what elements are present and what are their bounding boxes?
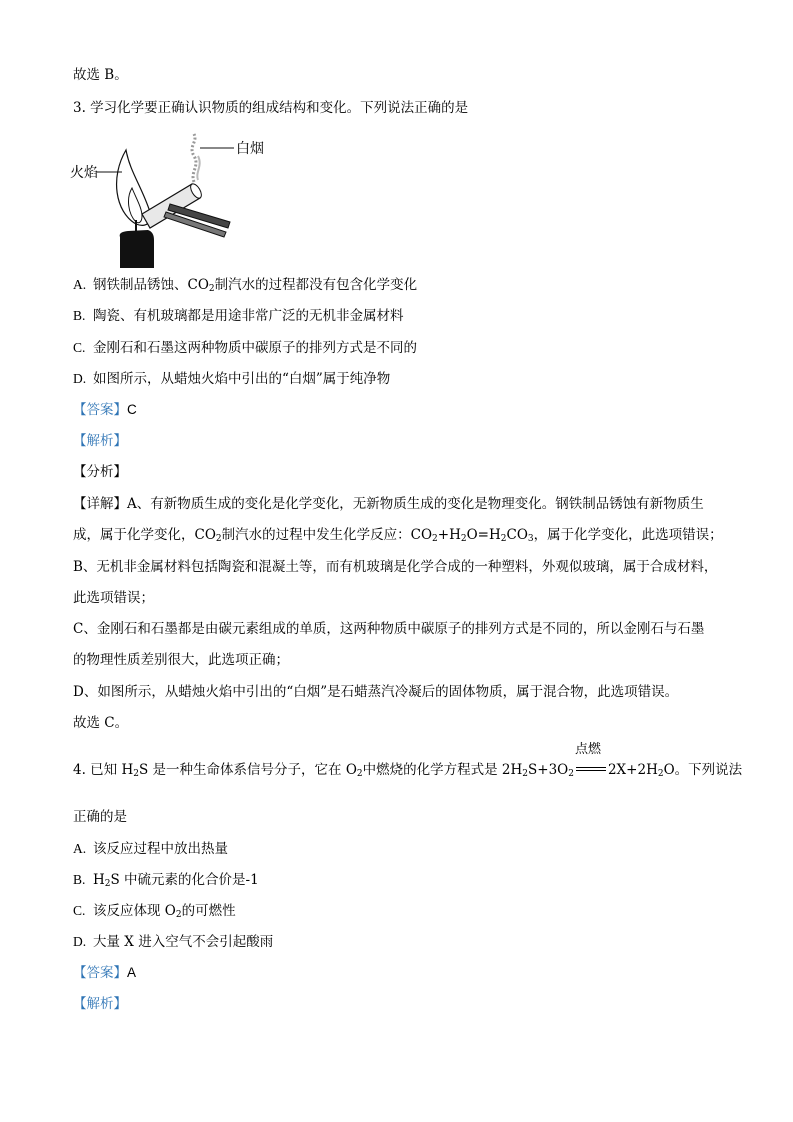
q3-conclusion: 故选 C。	[73, 715, 129, 731]
option-letter: A.	[73, 841, 87, 856]
label-flame: 火焰	[70, 165, 98, 181]
answer-tag: 【答案】	[73, 402, 127, 418]
option-letter: B.	[73, 872, 86, 887]
q4-stem-line2: 正确的是	[73, 809, 127, 825]
q4-option-a: A. 该反应过程中放出热量	[73, 841, 228, 857]
q3-detail-a-line2: 成，属于化学变化，$CO_2$制汽水的过程中发生化学反应：$CO_2+H_2O=H_2CO_3$，属于化学变化，此选项错误；	[73, 527, 723, 544]
q3-answer	[73, 401, 137, 419]
q3-detail-d: D、如图所示，从蜡烛火焰中引出的“白烟”是石蜡蒸汽冷凝后的固体物质，属于混合物，此选项错误。	[73, 684, 679, 700]
option-letter: C.	[73, 903, 86, 918]
q4-stem-line1: 4. 已知 $H_2S$ 是一种生命体系信号分子，它在 $O_2$中燃烧的化学方程式是 $2H_2S+3O_2$ 点燃 $2X+2H_2O$。下列说法	[73, 742, 743, 779]
q4-analysis-tag: 【解析】	[73, 996, 127, 1012]
option-letter: B.	[73, 308, 86, 323]
q4-option-d: D. 大量 X 进入空气不会引起酸雨	[73, 934, 274, 950]
white-smoke	[192, 134, 196, 182]
q3-option-a: A. 钢铁制品锈蚀、$CO_2$制汽水的过程都没有包含化学变化	[73, 277, 418, 294]
white-smoke-2	[197, 156, 199, 180]
label-smoke: 白烟	[236, 141, 264, 157]
reaction-condition-arrow	[574, 742, 608, 779]
answer-tag: 【答案】	[73, 965, 127, 981]
option-letter: A.	[73, 277, 87, 292]
q3-option-d: D. 如图所示，从蜡烛火焰中引出的“白烟”属于纯净物	[73, 371, 391, 387]
q4-option-b: B. $H_2S$ 中硫元素的化合价是-1	[73, 872, 259, 889]
candle-figure	[70, 132, 280, 268]
q3-detail-c-line2: 的物理性质差别很大，此选项正确；	[73, 652, 289, 668]
q3-option-b: B. 陶瓷、有机玻璃都是用途非常广泛的无机非金属材料	[73, 308, 404, 324]
option-letter: D.	[73, 934, 87, 949]
answer-value: A	[127, 965, 137, 980]
q3-detail-b-line1: B、无机非金属材料包括陶瓷和混凝土等，而有机玻璃是化学合成的一种塑料，外观似玻璃，属于合成材料，	[73, 559, 718, 575]
q3-analysis-tag: 【解析】	[73, 433, 127, 449]
q3-option-c: C. 金刚石和石墨这两种物质中碳原子的排列方式是不同的	[73, 340, 417, 356]
candle-illustration	[70, 132, 280, 268]
option-letter: C.	[73, 340, 86, 355]
tongs	[164, 204, 230, 237]
q4-option-c: C. 该反应体现 $O_2$的可燃性	[73, 903, 236, 920]
prev-conclusion: 故选 B。	[73, 67, 128, 83]
reaction-condition: 点燃	[574, 742, 601, 757]
q3-detail-c-line1: C、金刚石和石墨都是由碳元素组成的单质，这两种物质中碳原子的排列方式是不同的，所以金刚石与石墨	[73, 621, 705, 637]
candle-body	[120, 230, 154, 268]
q4-answer	[73, 964, 136, 982]
q3-detail-b-line2: 此选项错误；	[73, 590, 154, 606]
q3-fenxi: 【分析】	[73, 464, 127, 480]
option-letter: D.	[73, 371, 87, 386]
q3-detail-a-line1: 【详解】A、有新物质生成的变化是化学变化，无新物质生成的变化是物理变化。钢铁制品锈蚀有新物质生	[73, 496, 704, 512]
q3-stem: 3. 学习化学要正确认识物质的组成结构和变化。下列说法正确的是	[73, 100, 469, 116]
flame-inner	[129, 188, 142, 223]
answer-value: C	[127, 402, 137, 417]
